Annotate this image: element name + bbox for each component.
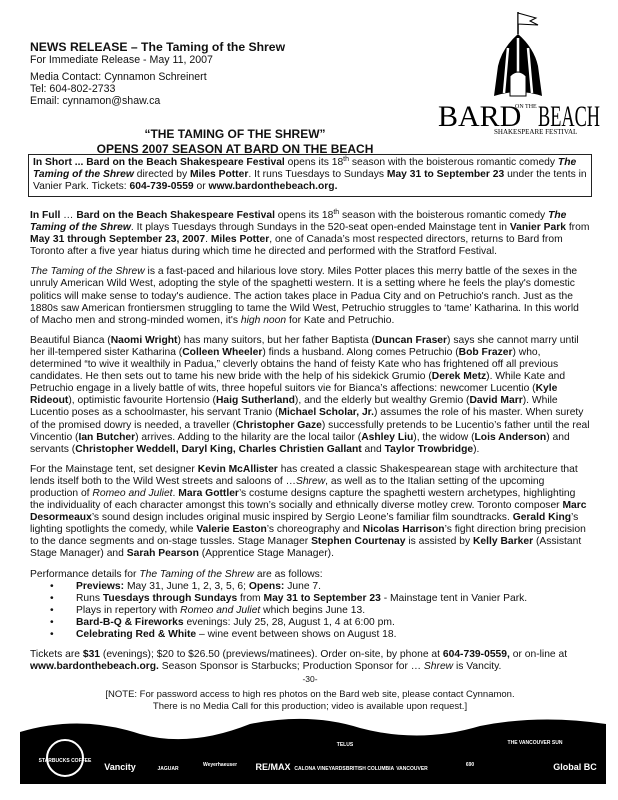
text-segment: Opens: — [248, 580, 285, 592]
end-marker: -30- — [302, 674, 318, 685]
in-short-text — [33, 157, 587, 193]
text-segment: Kevin McAllister — [197, 463, 278, 475]
headline — [90, 127, 380, 157]
text-segment: ’s sound design includes original music inspired by Sergio Leone’s familiar film soundtracks. — [91, 512, 513, 524]
text-segment: has created a classic Shakespearean stage with architecture that lends itself both to the Wild West streets and saloons of … — [30, 463, 578, 487]
text-segment: 604-739-0559, — [442, 649, 510, 661]
text-segment: Duncan Fraser — [374, 334, 448, 346]
text-segment: Colleen Wheeler — [182, 346, 263, 358]
text-segment: from — [237, 592, 264, 604]
text-segment: Romeo and Juliet — [92, 487, 173, 499]
text-segment: ), the widow ( — [413, 431, 475, 443]
list-item — [76, 581, 590, 593]
text-segment: and — [361, 443, 385, 455]
text-segment: Performance details for — [30, 568, 140, 580]
body-text — [30, 210, 590, 684]
sponsor-logo: BRITISH COLUMBIA — [345, 766, 395, 772]
text-segment: Taylor Trowbridge — [384, 443, 474, 455]
in-short-box — [28, 154, 592, 197]
text-segment: $31 — [82, 649, 101, 661]
note-line-2: There is no Media Call for this production; video is available upon request.] — [152, 700, 468, 712]
text-segment: is a fast-paced and hilarious love story. Miles Potter places this merry battle of the sexes in the unruly American Wild West, adopting the style of the spaghetti western. It is a setting where he feels the play's domestic politics will make sense to today's audience. The action takes place in Padua City and on Petruchio's ranch. Just as the 1880s saw American frontiersmen struggling to tame the Wild West, Petruchio struggles to ‘tame’ Katharina. In this world of Macho men and strong-minded women, it's — [30, 266, 579, 326]
list-item — [76, 617, 590, 629]
text-segment: Beautiful Bianca ( — [30, 334, 111, 346]
text-segment: The Taming of the Shrew — [139, 568, 254, 580]
text-segment: , as well as to the Italian setting of the upcoming production of — [30, 475, 545, 499]
text-segment: ). While Lucentio poses as a schoolmaster, his servant Tranio ( — [30, 395, 558, 419]
sponsor-logo: RE/MAX — [255, 762, 291, 772]
text-segment: Valerie Easton — [196, 524, 267, 536]
text-segment[interactable]: www.bardonthebeach.org. — [30, 661, 159, 673]
list-item — [76, 605, 590, 617]
release-date: For Immediate Release - May 11, 2007 — [30, 54, 213, 66]
text-segment: Romeo and Juliet — [180, 604, 261, 616]
text-segment: 604-739-0559 — [129, 181, 194, 193]
svg-text:SHAKESPEARE FESTIVAL: SHAKESPEARE FESTIVAL — [494, 128, 578, 136]
text-segment: Kelly Barker — [473, 536, 534, 548]
text-segment: high noon — [240, 314, 287, 326]
text-segment: ), optimistic favourite Hortensio ( — [68, 395, 216, 407]
paragraph-design — [30, 464, 590, 561]
text-segment: May 31 to September 23 — [263, 592, 381, 604]
text-segment: Plays in repertory with — [76, 604, 181, 616]
text-segment: (Apprentice Stage Manager). — [198, 548, 334, 560]
text-segment: (evenings); $20 to $26.50 (previews/matinees). Order on-site, by phone at — [100, 649, 443, 661]
note-line-1: [NOTE: For password access to high res photos on the Bard web site, please contact Cynnamon. — [105, 689, 515, 700]
text-segment: or — [193, 181, 209, 193]
headline-line-2: OPENS 2007 SEASON AT BARD ON THE BEACH — [96, 142, 374, 156]
text-segment: Miles Potter — [189, 169, 249, 181]
text-segment: Christopher Weddell, Daryl King, Charles Christien Gallant — [75, 443, 362, 455]
text-segment: The Taming of the Shrew — [30, 210, 567, 234]
text-segment: . It runs Tuesdays to Sundays — [248, 169, 387, 181]
text-segment: Tuesdays through Sundays — [102, 592, 238, 604]
text-segment: Christopher Gaze — [236, 419, 322, 431]
text-segment: Michael Scholar, Jr. — [278, 407, 374, 419]
header-block — [30, 40, 285, 107]
contact-tel: Tel: 604-802-2733 — [30, 83, 116, 95]
text-segment: is assisted by — [405, 536, 473, 548]
sponsor-logo: JAGUAR — [157, 766, 179, 772]
text-segment: ) who, determined “to wive it wealthily in Padua,” cleverly obtains the hand of feisty Kate who has frightened off all previous candidates. He then sets out to tame his new bride with the help of his sidekick Grumio ( — [30, 346, 559, 383]
text-segment: . — [172, 487, 179, 499]
text-segment: Celebrating Red & White — [76, 629, 197, 640]
paragraph-in-full — [30, 210, 590, 258]
text-segment: - Mainstage tent in Vanier Park. — [380, 592, 528, 604]
text-segment[interactable]: www.bardonthebeach.org. — [208, 181, 338, 193]
note — [60, 689, 560, 712]
text-segment: . — [205, 234, 211, 246]
text-segment: Stephen Courtenay — [311, 536, 406, 548]
text-segment: ’s fight direction bring precision to the dance segments and on-stage tussles. Stage Manager — [30, 524, 586, 548]
text-segment: Shrew — [423, 661, 454, 673]
text-segment: ) arrives. Adding to the hilarity are the local tailor ( — [135, 431, 362, 443]
text-segment: David Marr — [469, 395, 523, 407]
text-segment: In Full — [30, 210, 61, 221]
text-segment: directed by — [133, 169, 190, 181]
text-segment: Bard on the Beach Shakespeare Festival — [76, 210, 275, 221]
text-segment: Shrew — [295, 475, 326, 487]
text-segment: ’s choreography and — [266, 524, 363, 536]
text-segment: Gerald King — [512, 512, 572, 524]
logo-bard-text: BARD — [438, 100, 522, 133]
paragraph-synopsis — [30, 266, 590, 326]
sponsor-logo: Global BC — [553, 762, 597, 772]
text-segment: Ian Butcher — [78, 431, 136, 443]
text-segment: June 7. — [284, 580, 321, 592]
text-segment: Season Sponsor is Starbucks; Production Sponsor for … — [158, 661, 424, 673]
sponsor-logo: 690 — [465, 762, 475, 768]
text-segment: opens its 18 — [274, 210, 334, 221]
text-segment: th — [333, 209, 340, 216]
text-segment: Runs — [76, 592, 103, 604]
paragraph-performance-intro — [30, 569, 590, 581]
text-segment: opens its 18 — [284, 157, 344, 168]
text-segment: Bard-B-Q & Fireworks — [76, 616, 184, 628]
contact-email: Email: cynnamon@shaw.ca — [30, 95, 161, 107]
text-segment: In Short ... Bard on the Beach Shakespeare Festival — [33, 157, 285, 168]
text-segment: May 31 to September 23 — [386, 169, 505, 181]
text-segment: Bob Frazer — [458, 346, 513, 358]
svg-text:BEACH: BEACH — [538, 100, 600, 133]
text-segment: For the Mainstage tent, set designer — [30, 463, 198, 475]
text-segment: are as follows: — [253, 568, 323, 580]
text-segment: which begins June 13. — [260, 604, 366, 616]
text-segment: ) finds a husband. Along comes Petruchio ( — [262, 346, 459, 358]
text-segment: is Vancity. — [453, 661, 502, 673]
media-contact: Media Contact: Cynnamon Schreinert — [30, 71, 207, 83]
text-segment: ), and the elderly but wealthy Gremio ( — [294, 395, 470, 407]
paragraph-tickets — [30, 649, 590, 673]
svg-text:ON THE: ON THE — [515, 104, 537, 110]
list-item — [76, 593, 590, 605]
text-segment: th — [343, 156, 350, 163]
text-segment: ) has many suitors, but her father Baptista ( — [177, 334, 375, 346]
text-segment: or on-line at — [509, 649, 568, 661]
release-title: NEWS RELEASE – The Taming of the Shrew — [30, 40, 286, 54]
text-segment: The Taming of the Shrew — [30, 266, 145, 278]
text-segment: The Taming of the Shrew — [33, 157, 577, 181]
performance-list — [30, 581, 590, 641]
text-segment: ’s lighting spotlights the comedy, while — [30, 512, 579, 536]
text-segment: , one of Canada’s most respected directors, returns to Bard from Toronto after a five year hiatus during which time he directed and performed with the Stratford Festival. — [30, 234, 563, 258]
sponsor-logo: STARBUCKS COFFEE — [38, 758, 92, 764]
sponsor-logo: CALONA VINEYARDS — [294, 766, 346, 772]
text-segment: … — [60, 210, 77, 221]
text-segment: ) and servants ( — [30, 431, 570, 455]
text-segment: Kyle Rideout — [30, 383, 558, 407]
text-segment: Tickets are — [30, 649, 83, 661]
text-segment: Marc Desormeaux — [30, 500, 587, 524]
sponsor-logo: Vancity — [104, 762, 136, 772]
sponsor-banner — [20, 714, 606, 784]
text-segment: . It plays Tuesdays through Sundays in the 520-seat open-ended Mainstage tent in — [130, 222, 510, 234]
text-segment: ). While Kate and Petruchio engage in a lively battle of wits, three hopeful suitors vie for Bianca’s affections: newcomer Lucentio ( — [30, 371, 566, 395]
text-segment: – wine event between shows on August 18. — [196, 629, 397, 640]
text-segment: (Assistant Stage Manager) and — [30, 536, 582, 560]
text-segment: ) says she cannot marry until her ill-tempered sister Katharina ( — [30, 334, 579, 358]
text-segment: Ashley Liu — [361, 431, 414, 443]
text-segment: from — [565, 222, 590, 234]
text-segment: May 31, June 1, 2, 3, 5, 6; — [124, 580, 249, 592]
tent-logo-icon — [432, 8, 604, 138]
text-segment: ). — [473, 443, 480, 455]
headline-line-1: “THE TAMING OF THE SHREW” — [144, 127, 326, 141]
text-segment: Sarah Pearson — [126, 548, 199, 560]
paragraph-cast — [30, 335, 590, 456]
text-segment: Miles Potter — [210, 234, 270, 246]
sponsor-logo: VANCOUVER — [396, 766, 428, 772]
text-segment: ’s costume designs capture the spaghetti western archetypes, highlighting the individuality of each character amongst this town’s socially and ethnically diverse motley crew. Toronto composer — [30, 487, 576, 512]
text-segment: season with the boisterous romantic comedy — [339, 210, 549, 221]
text-segment: Naomi Wright — [110, 334, 178, 346]
sponsor-logo: Weyerhaeuser — [202, 762, 238, 768]
text-segment: ) successfully pretends to be Lucentio’s father until the real Vincentio ( — [30, 419, 590, 443]
text-segment: Haig Sutherland — [215, 395, 295, 407]
text-segment: under the tents in Vanier Park. Tickets: — [33, 169, 587, 193]
text-segment: for Kate and Petruchio. — [286, 314, 395, 326]
text-segment: ) assumes the role of his master. When surety of the promised dowry is needed, a traveller ( — [30, 407, 584, 431]
text-segment: May 31 through September 23, 2007 — [30, 234, 206, 246]
text-segment: evenings: July 25, 28, August 1, 4 at 6:00 pm. — [183, 616, 395, 628]
text-segment: Lois Anderson — [474, 431, 547, 443]
text-segment: Nicolas Harrison — [362, 524, 445, 536]
list-item — [76, 629, 590, 641]
sponsor-logo: THE VANCOUVER SUN — [507, 740, 563, 746]
text-segment: Vanier Park — [509, 222, 566, 234]
text-segment: Mara Gottler — [178, 487, 239, 499]
text-segment: Derek Metz — [431, 371, 487, 383]
text-segment: Previews: — [76, 580, 125, 592]
text-segment: season with the boisterous romantic comedy — [349, 157, 558, 168]
bard-on-the-beach-logo — [432, 8, 604, 138]
sponsor-logo: TELUS — [336, 742, 354, 748]
